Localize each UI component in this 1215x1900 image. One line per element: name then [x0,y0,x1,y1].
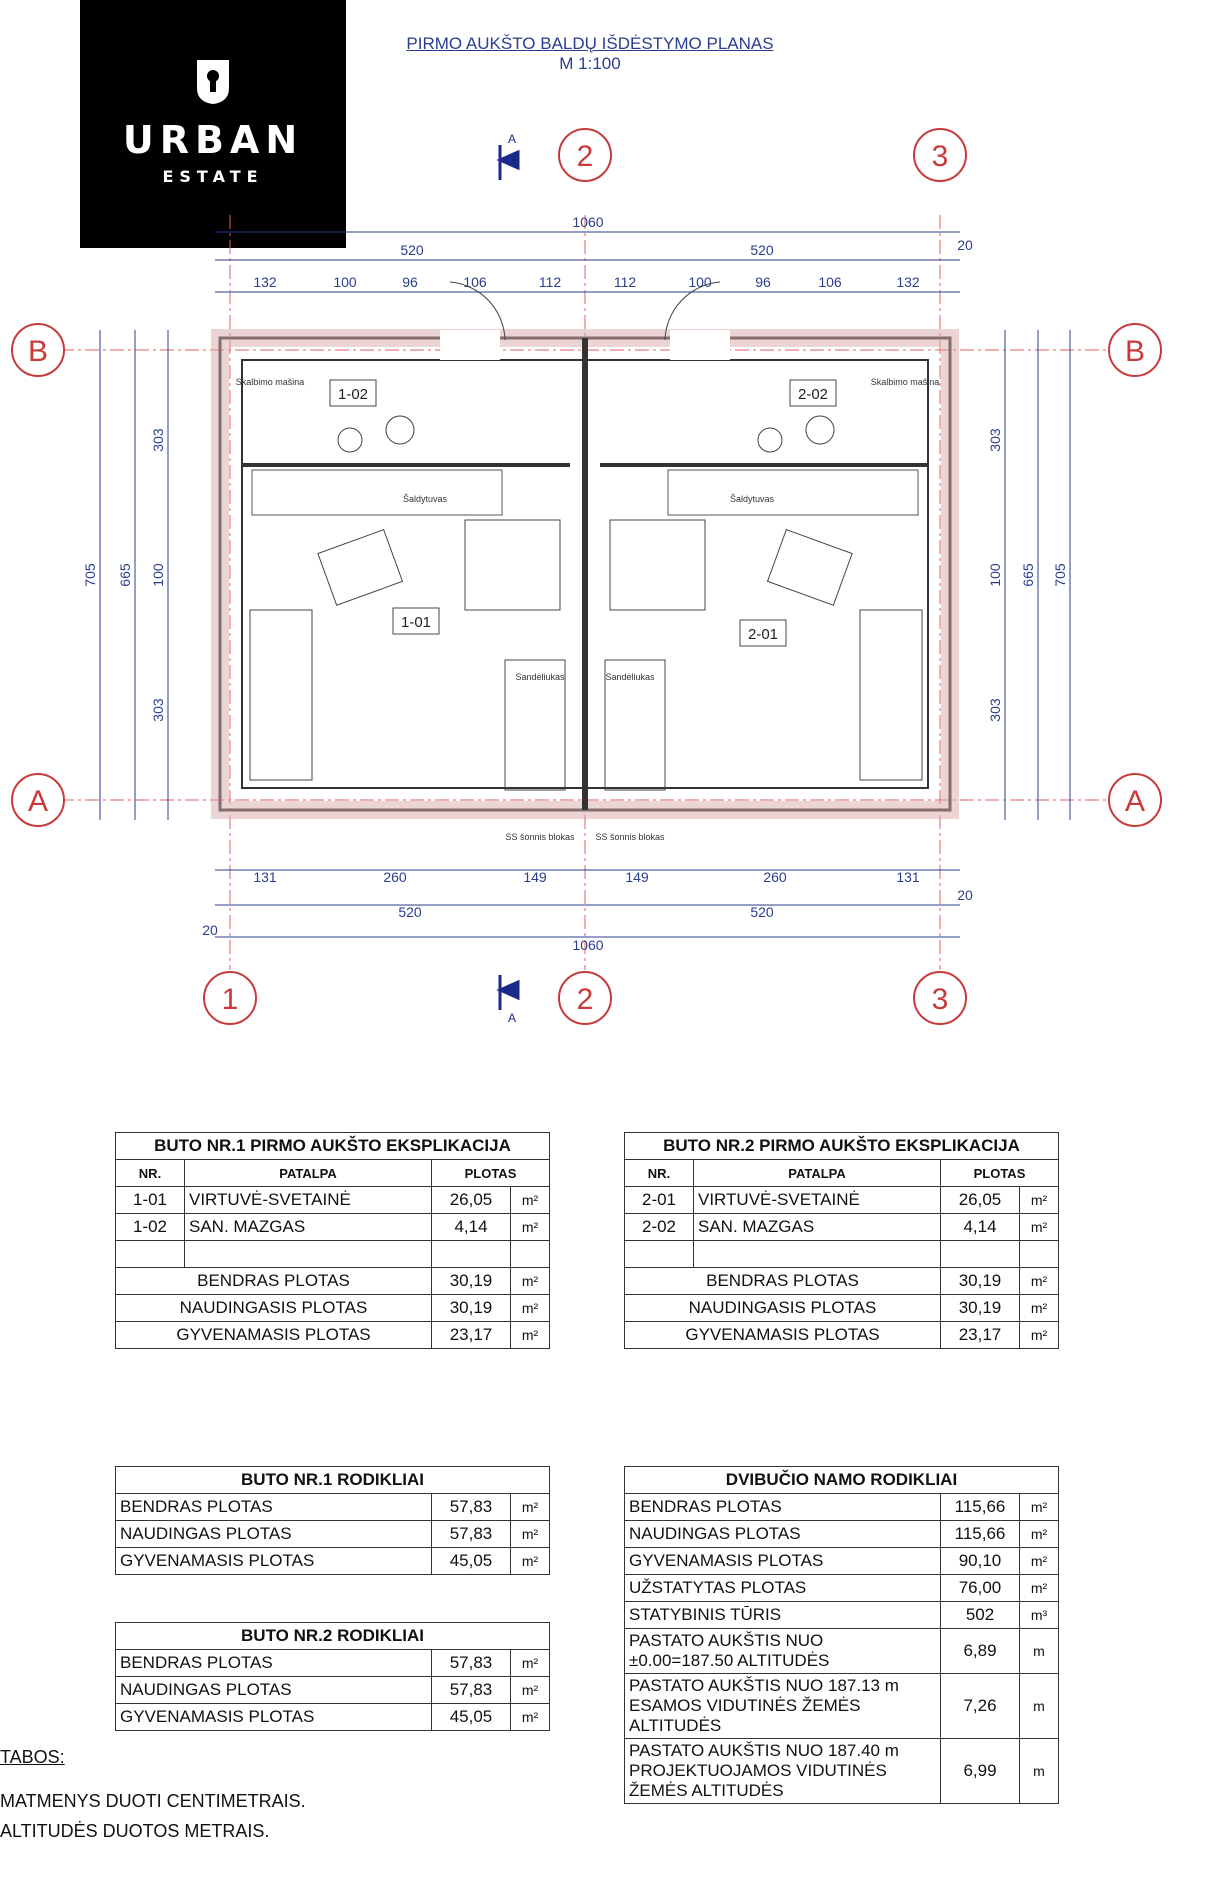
notes [0,1742,306,1846]
row-unit: m² [511,1494,550,1521]
row-value: 57,83 [432,1677,511,1704]
row-unit: m² [1020,1494,1059,1521]
table-row-empty [625,1241,1059,1268]
total-value: 30,19 [432,1268,511,1295]
row-value: 76,00 [941,1575,1020,1602]
row-value: 6,99 [941,1739,1020,1804]
dim-top-seg-6: 112 [613,274,637,290]
row-label: UŽSTATYTAS PLOTAS [625,1575,941,1602]
row-label: NAUDINGAS PLOTAS [116,1521,432,1548]
row-unit: m³ [1020,1602,1059,1629]
row-label-line: PASTATO AUKŠTIS NUO [629,1631,824,1650]
table-row [625,1739,1059,1804]
cell-unit: m² [1020,1187,1059,1214]
table-row [625,1268,1059,1295]
col-area: PLOTAS [941,1160,1059,1187]
table-row [625,1674,1059,1739]
dim-top-seg-8: 96 [755,274,771,290]
table-row [116,1650,550,1677]
room-label-1-01: 1-01 [400,614,432,631]
dim-bottom-seg-2: 260 [383,869,407,885]
apt2-explication-table [624,1132,1059,1349]
axis-label-bottom-3: 3 [931,983,949,1016]
row-unit: m² [511,1650,550,1677]
table-row [625,1295,1059,1322]
row-unit: m² [1020,1548,1059,1575]
col-area: PLOTAS [432,1160,550,1187]
row-value: 57,83 [432,1650,511,1677]
section-label-top: A [508,132,517,146]
label-fridge-left: Šaldytuvas [402,494,448,504]
dim-top-seg-9: 106 [818,274,842,290]
row-label: BENDRAS PLOTAS [116,1494,432,1521]
axis-label-right-B: B [1124,335,1146,368]
table-title: BUTO NR.2 PIRMO AUKŠTO EKSPLIKACIJA [625,1133,1059,1160]
cell-area: 26,05 [432,1187,511,1214]
col-room: PATALPA [185,1160,432,1187]
cell-unit: m² [1020,1214,1059,1241]
label-washing-machine-right: Skalbimo mašina [870,377,940,387]
dim-left-303-bottom: 303 [150,698,166,722]
dim-bottom-half-left: 520 [398,904,422,920]
table-row [625,1322,1059,1349]
table-row [625,1629,1059,1674]
cell-nr: 1-01 [116,1187,185,1214]
table-title: BUTO NR.1 RODIKLIAI [116,1467,550,1494]
dim-top-total: 1060 [572,214,604,230]
row-unit: m² [1020,1575,1059,1602]
dim-right-303-top: 303 [987,428,1003,452]
row-label: GYVENAMASIS PLOTAS [116,1704,432,1731]
total-label: GYVENAMASIS PLOTAS [625,1322,941,1349]
dim-bottom-seg-5: 260 [763,869,787,885]
row-label: NAUDINGAS PLOTAS [625,1521,941,1548]
plan-scale: M 1:100 [559,54,621,73]
dim-top-seg-4: 106 [463,274,487,290]
row-unit: m² [511,1704,550,1731]
row-label [625,1739,941,1804]
table-row [116,1187,550,1214]
notes-heading: TABOS: [0,1747,65,1767]
total-value: 23,17 [941,1322,1020,1349]
row-unit: m² [511,1677,550,1704]
cell-nr: 2-01 [625,1187,694,1214]
cell-room: VIRTUVĖ-SVETAINĖ [185,1187,432,1214]
dim-right-100: 100 [987,563,1003,587]
total-label: GYVENAMASIS PLOTAS [116,1322,432,1349]
row-label: BENDRAS PLOTAS [625,1494,941,1521]
row-value: 90,10 [941,1548,1020,1575]
dim-left-665: 665 [117,563,133,587]
axis-label-bottom-2: 2 [576,983,594,1016]
apt2-indicators-table [115,1622,550,1731]
row-label: BENDRAS PLOTAS [116,1650,432,1677]
section-markers [500,145,518,1010]
dim-bottom-20-right: 20 [957,887,973,903]
row-unit: m [1020,1739,1059,1804]
section-label-bottom: A [508,1011,517,1025]
dim-bottom-half-right: 520 [750,904,774,920]
dim-top-seg-1: 132 [253,274,277,290]
table-row [116,1494,550,1521]
dim-bottom-seg-1: 131 [253,869,277,885]
table-row [625,1187,1059,1214]
table-row [625,1602,1059,1629]
room-label-1-02: 1-02 [337,386,369,403]
row-unit: m² [1020,1521,1059,1548]
plan-title-text: PIRMO AUKŠTO BALDŲ IŠDĖSTYMO PLANAS [406,34,774,53]
table-row [625,1521,1059,1548]
row-value: 115,66 [941,1494,1020,1521]
dim-bottom-20-left: 20 [202,922,218,938]
total-unit: m² [511,1295,550,1322]
dim-left-705: 705 [82,563,98,587]
axis-label-top-3: 3 [931,140,949,173]
row-value: 115,66 [941,1521,1020,1548]
section-marker-labels [508,132,516,1025]
dim-top-seg-5: 112 [538,274,562,290]
table-title: DVIBUČIO NAMO RODIKLIAI [625,1467,1059,1494]
col-nr: NR. [116,1160,185,1187]
row-label: GYVENAMASIS PLOTAS [116,1548,432,1575]
total-unit: m² [1020,1295,1059,1322]
row-label-line: ESAMOS VIDUTINĖS ŽEMĖS [629,1696,861,1715]
col-room: PATALPA [694,1160,941,1187]
dim-top-seg-2: 100 [333,274,357,290]
dim-top-half-left: 520 [400,242,424,258]
logo-main-text: URBAN [122,118,304,162]
total-label: BENDRAS PLOTAS [625,1268,941,1295]
label-storage-left: Sandėliukas [515,672,565,682]
cell-area: 4,14 [432,1214,511,1241]
total-value: 30,19 [941,1295,1020,1322]
table-title: BUTO NR.2 RODIKLIAI [116,1623,550,1650]
total-unit: m² [511,1322,550,1349]
total-value: 30,19 [941,1268,1020,1295]
dim-top-20-right: 20 [957,237,973,253]
note-line: MATMENYS DUOTI CENTIMETRAIS. [0,1791,306,1811]
dim-right-665: 665 [1020,563,1036,587]
row-label-line: PROJEKTUOJAMOS VIDUTINĖS [629,1761,887,1780]
axis-label-top-2: 2 [576,140,594,173]
col-nr: NR. [625,1160,694,1187]
label-storage-right: Sandėliukas [605,672,655,682]
dim-bottom-seg-6: 131 [896,869,920,885]
total-unit: m² [1020,1268,1059,1295]
total-value: 30,19 [432,1295,511,1322]
row-label-line: ALTITUDĖS [629,1716,722,1735]
room-label-2-01: 2-01 [747,626,779,643]
dim-top-seg-7: 100 [688,274,712,290]
total-unit: m² [1020,1322,1059,1349]
row-unit: m [1020,1674,1059,1739]
table-row [116,1704,550,1731]
dim-top-seg-10: 132 [896,274,920,290]
label-block-left: SS šonnis blokas [505,832,575,842]
floor-plan-drawing [0,100,1215,1060]
row-unit: m² [511,1521,550,1548]
table-row [625,1494,1059,1521]
cell-unit: m² [511,1214,550,1241]
row-unit: m [1020,1629,1059,1674]
room-label-2-02: 2-02 [797,386,829,403]
cell-room: VIRTUVĖ-SVETAINĖ [694,1187,941,1214]
dim-left-303-top: 303 [150,428,166,452]
total-unit: m² [511,1268,550,1295]
table-row [116,1548,550,1575]
row-value: 45,05 [432,1704,511,1731]
label-washing-machine-left: Skalbimo mašina [235,377,305,387]
cell-room: SAN. MAZGAS [694,1214,941,1241]
row-label-line: ŽEMĖS ALTITUDĖS [629,1781,784,1800]
row-label: NAUDINGAS PLOTAS [116,1677,432,1704]
total-value: 23,17 [432,1322,511,1349]
row-label: STATYBINIS TŪRIS [625,1602,941,1629]
table-row [625,1575,1059,1602]
table-row [116,1322,550,1349]
cell-area: 26,05 [941,1187,1020,1214]
row-label [625,1674,941,1739]
row-label-line: ±0.00=187.50 ALTITUDĖS [629,1651,830,1670]
axis-label-left-B: B [27,335,49,368]
row-label: GYVENAMASIS PLOTAS [625,1548,941,1575]
total-label: NAUDINGASIS PLOTAS [116,1295,432,1322]
dim-right-705: 705 [1052,563,1068,587]
axis-label-bottom-1: 1 [221,983,239,1016]
apt1-explication-table [115,1132,550,1349]
dim-top-half-right: 520 [750,242,774,258]
house-indicators-table [624,1466,1059,1804]
row-label-line: PASTATO AUKŠTIS NUO 187.13 m [629,1676,899,1695]
label-block-right: SS šonnis blokas [595,832,665,842]
dim-bottom-seg-4: 149 [625,869,649,885]
dim-bottom-seg-3: 149 [523,869,547,885]
row-value: 502 [941,1602,1020,1629]
dim-right-303-bottom: 303 [987,698,1003,722]
table-row [116,1295,550,1322]
dim-top-seg-3: 96 [402,274,418,290]
axis-label-right-A: A [1124,785,1146,818]
table-row [625,1214,1059,1241]
label-fridge-right: Šaldytuvas [729,494,775,504]
apt1-indicators-table [115,1466,550,1575]
cell-nr: 1-02 [116,1214,185,1241]
total-label: NAUDINGASIS PLOTAS [625,1295,941,1322]
dim-left-100: 100 [150,563,166,587]
plan-title [380,34,800,74]
row-value: 6,89 [941,1629,1020,1674]
table-title: BUTO NR.1 PIRMO AUKŠTO EKSPLIKACIJA [116,1133,550,1160]
table-row [116,1521,550,1548]
cell-unit: m² [511,1187,550,1214]
total-label: BENDRAS PLOTAS [116,1268,432,1295]
table-row [116,1214,550,1241]
row-label [625,1629,941,1674]
logo-sub-text: ESTATE [162,167,264,186]
table-row [116,1677,550,1704]
table-row [625,1548,1059,1575]
note-line: ALTITUDĖS DUOTOS METRAIS. [0,1821,270,1841]
dim-bottom-total: 1060 [572,937,604,953]
row-unit: m² [511,1548,550,1575]
keyhole-shield-icon [194,58,232,106]
axis-label-left-A: A [27,785,49,818]
table-row [116,1268,550,1295]
row-label-line: PASTATO AUKŠTIS NUO 187.40 m [629,1741,899,1760]
cell-room: SAN. MAZGAS [185,1214,432,1241]
row-value: 45,05 [432,1548,511,1575]
cell-area: 4,14 [941,1214,1020,1241]
table-row-empty [116,1241,550,1268]
row-value: 57,83 [432,1494,511,1521]
row-value: 7,26 [941,1674,1020,1739]
row-value: 57,83 [432,1521,511,1548]
cell-nr: 2-02 [625,1214,694,1241]
